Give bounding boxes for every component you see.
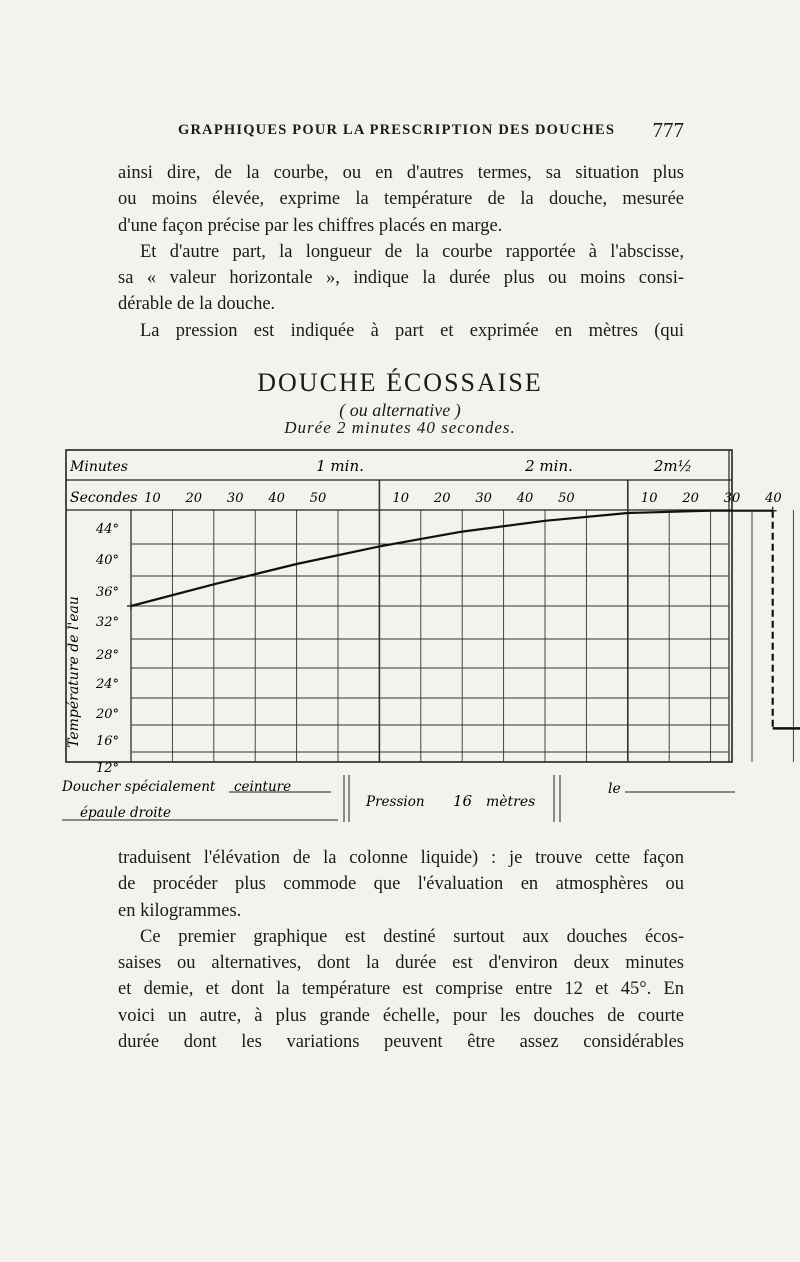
text-line: traduisent l'élévation de la colonne liquide) : je trouve cette façon <box>118 848 684 868</box>
y-tick-label: 28° <box>96 648 120 663</box>
y-tick-label: 16° <box>96 734 120 749</box>
text-line: durée dont les variations peuvent être assez considérables <box>118 1032 684 1053</box>
y-tick-label: 40° <box>96 553 120 568</box>
x-tick-label: 20 <box>433 491 451 506</box>
text-line: Et d'autre part, la longueur de la courbe rapportée à l'abscisse, <box>140 241 684 262</box>
minute-label: 2 min. <box>525 457 573 475</box>
text-line: dérable de la douche. <box>118 294 276 315</box>
zone-ceinture: ceinture <box>234 779 292 795</box>
figure-title: DOUCHE ÉCOSSAISE <box>257 368 543 397</box>
seconds-row-label: Secondes <box>70 490 138 506</box>
x-tick-label: 50 <box>309 491 327 506</box>
x-tick-label: 10 <box>640 491 658 506</box>
x-tick-label: 30 <box>475 491 492 506</box>
x-tick-label: 20 <box>185 491 203 506</box>
text-line: en kilogrammes. <box>118 900 242 921</box>
text-line: La pression est indiquée à part et exprimée en mètres (qui <box>140 320 684 341</box>
text-line: de procéder plus commode que l'évaluation en atmosphères ou <box>118 874 684 895</box>
le-label: le <box>608 781 621 797</box>
x-tick-label: 20 <box>682 491 699 506</box>
pression-unit: mètres <box>486 794 536 810</box>
curve-marker <box>769 507 777 515</box>
y-tick-label: 20° <box>96 707 120 722</box>
x-tick-label: 50 <box>558 491 575 506</box>
text-line: d'une façon précise par les chiffres placés en marge. <box>118 215 503 236</box>
zone-epaule-droite: épaule droite <box>80 805 171 821</box>
y-tick-label: 32° <box>96 615 120 630</box>
figure-subtitle: ( ou alternative ) <box>339 400 461 420</box>
text-line: ou moins élevée, exprime la température de la douche, mesurée <box>118 189 684 210</box>
x-tick-label: 10 <box>392 491 410 506</box>
doucher-label: Doucher spécialement <box>62 779 216 795</box>
minute-label: 2m½ <box>653 457 693 475</box>
running-head <box>118 118 684 144</box>
text-line: voici un autre, à plus grande échelle, pour les douches de courte <box>118 1005 684 1026</box>
x-tick-label: 40 <box>765 491 782 506</box>
douche-chart <box>0 440 800 840</box>
x-tick-label: 30 <box>226 491 244 506</box>
y-axis-label: Température de l'eau <box>66 596 82 748</box>
text-line: sa « valeur horizontale », indique la durée plus ou moins consi- <box>118 268 684 289</box>
chart-series <box>127 507 800 733</box>
y-tick-label: 12° <box>96 761 120 776</box>
page-number: 777 <box>652 118 684 142</box>
curve-marker <box>127 602 135 610</box>
text-line: et demie, et dont la température est comprise entre 12 et 45°. En <box>118 979 684 1000</box>
text-line: Ce premier graphique est destiné surtout aux douches écos- <box>140 926 684 947</box>
pression-label: Pression <box>366 794 425 810</box>
minute-label: 1 min. <box>316 457 364 475</box>
paragraph-top <box>118 160 684 344</box>
temperature-curve <box>131 511 773 606</box>
y-tick-label: 36° <box>96 585 120 600</box>
chart-grid <box>131 480 793 762</box>
x-tick-label: 40 <box>516 491 534 506</box>
figure-duration: Durée 2 minutes 40 secondes. <box>284 418 516 437</box>
x-tick-label: 40 <box>268 491 285 506</box>
y-tick-label: 44° <box>96 522 120 537</box>
y-tick-label: 24° <box>96 677 120 692</box>
running-title: GRAPHIQUES POUR LA PRESCRIPTION DES DOUCHES <box>178 122 616 138</box>
x-tick-label: 30 <box>723 491 741 506</box>
text-line: saises ou alternatives, dont la durée est d'environ deux minutes <box>118 953 684 974</box>
pression-value: 16 <box>453 792 473 810</box>
x-tick-label: 10 <box>144 491 161 506</box>
minutes-row-label: Minutes <box>70 459 128 475</box>
paragraph-bottom <box>118 845 684 1055</box>
text-line: ainsi dire, de la courbe, ou en d'autres termes, sa situation plus <box>118 163 684 183</box>
